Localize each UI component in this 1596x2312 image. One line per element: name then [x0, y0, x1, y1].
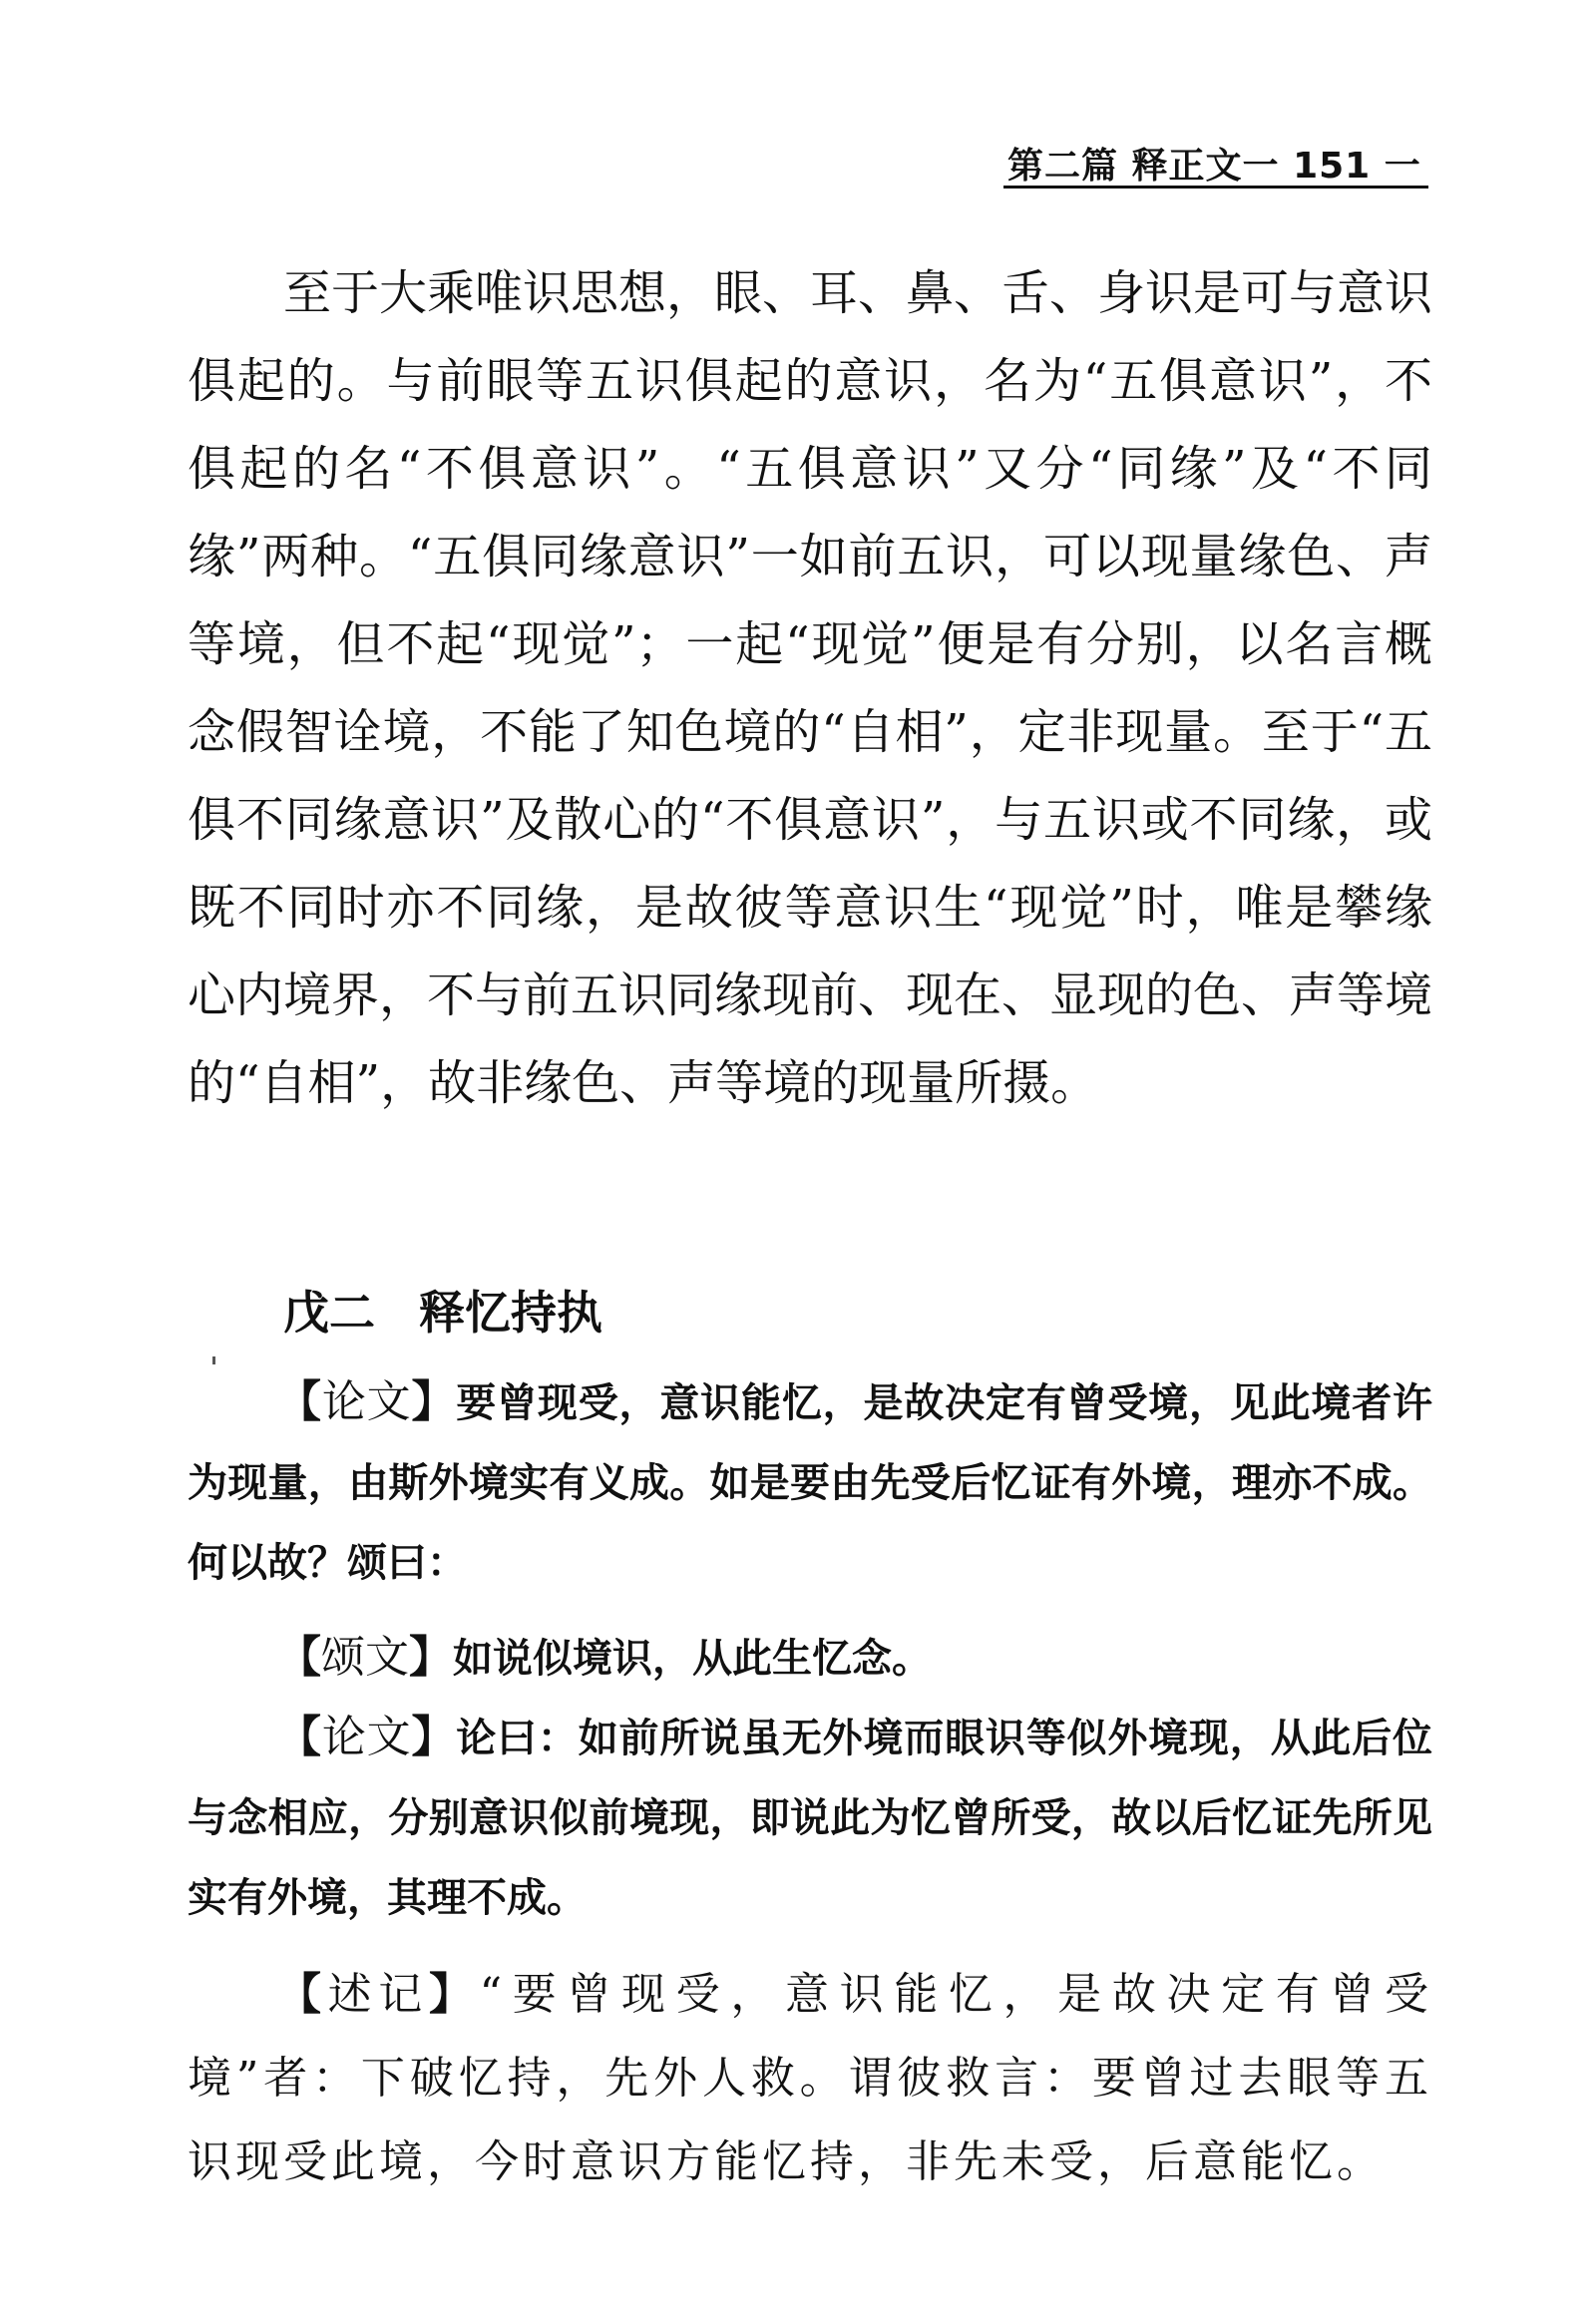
- running-header: 第二篇 释正文一 151 一: [1007, 146, 1421, 187]
- section-number: 戊二: [283, 1286, 375, 1340]
- songwen-paragraph: [188, 1618, 1432, 1699]
- close-bracket: 】: [411, 1376, 457, 1427]
- tag-label: 述记: [327, 1969, 429, 2020]
- tag-label: 论文: [321, 1376, 412, 1427]
- tag-label: 颂文: [321, 1632, 409, 1683]
- shuji-tag: [277, 1969, 480, 2020]
- shuji-text: “要曾现受，意识能忆，是故决定有曾受境”者：下破忆持，先外人救。谓彼救言：要曾过去眼等五识现受此境，今时意识方能忆持，非先未受，后意能忆。: [188, 1969, 1433, 2187]
- tag-label: 论文: [321, 1712, 412, 1762]
- songwen-text: 如说似境识，从此生忆念。: [453, 1636, 932, 1682]
- close-bracket: 】: [411, 1712, 457, 1762]
- songwen-tag: [277, 1632, 453, 1683]
- lunwen-tag: [277, 1376, 456, 1427]
- lunwen-tag: [277, 1712, 456, 1762]
- open-bracket: 【: [277, 1632, 321, 1683]
- open-bracket: 【: [277, 1376, 322, 1427]
- section-title: 释忆持执: [419, 1286, 602, 1340]
- section-heading: [283, 1277, 602, 1343]
- open-bracket: 【: [277, 1712, 322, 1762]
- lunwen-text: 要曾现受，意识能忆，是故决定有曾受境，见此境者许为现量，由斯外境实有义成。如是要由先受后忆证有外境，理亦不成。何以故？颂曰：: [188, 1380, 1433, 1586]
- close-bracket: 】: [409, 1632, 453, 1683]
- lunwen-paragraph: [188, 1362, 1432, 1603]
- header-rule: [1003, 186, 1428, 189]
- close-bracket: 】: [428, 1969, 480, 2020]
- body-paragraph: 至于大乘唯识思想，眼、耳、鼻、舌、身识是可与意识俱起的。与前眼等五识俱起的意识，名为“五俱意识”，不俱起的名“不俱意识”。“五俱意识”又分“同缘”及“不同缘”两种。“五俱同缘意识”一如前五识，可以现量缘色、声等境，但不起“现觉”；一起“现觉”便是有分别，以名言概念假智诠境，不能了知色境的“自相”，定非现量。至于“五俱不同缘意识”及散心的“不俱意识”，与五识或不同缘，或既不同时亦不同缘，是故彼等意识生“现觉”时，唯是攀缘心内境界，不与前五识同缘现前、现在、显现的色、声等境的“自相”，故非缘色、声等境的现量所摄。: [188, 265, 1433, 1111]
- open-bracket: 【: [277, 1969, 328, 2020]
- shuji-paragraph: [188, 1953, 1432, 2204]
- lunwen-text: 论曰：如前所说虽无外境而眼识等似外境现，从此后位与念相应，分别意识似前境现，即说此为忆曾所受，故以后忆证先所见实有外境，其理不成。: [188, 1716, 1433, 1921]
- lunwen-paragraph: [188, 1698, 1432, 1938]
